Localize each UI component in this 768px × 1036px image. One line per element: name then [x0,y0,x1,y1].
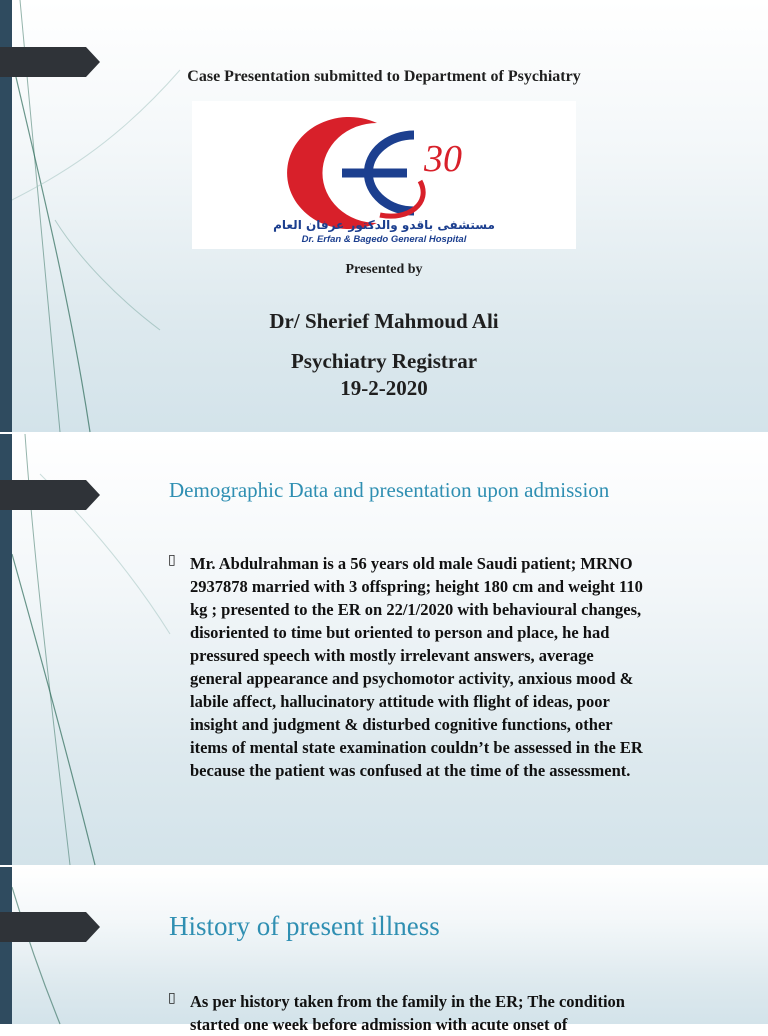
slide-tab-arrow [0,912,100,942]
paragraph-line: kg ; presented to the ER on 22/1/2020 with behavioural changes, [190,600,642,619]
presenter-name: Dr/ Sherief Mahmoud Ali [269,309,499,333]
slide-2 [0,434,768,865]
slide-tab-arrow [0,480,100,510]
paragraph-line: disoriented to time but oriented to person and place, he had [190,623,610,642]
slide-1 [0,0,768,432]
presenter-role: Psychiatry Registrar [290,349,478,373]
slide-heading: Demographic Data and presentation upon admission [169,478,610,502]
logo-number: 30 [424,138,462,180]
bullet-icon: ▯ [168,552,176,568]
slide-heading: History of present illness [169,911,440,941]
presentation-date: 19-2-2020 [340,376,428,400]
paragraph-line: general appearance and psychomotor activity, anxious mood & [190,669,634,688]
presented-by-label: Presented by [345,262,423,277]
paragraph-line: started one week before admission with acute onset of [190,1015,568,1034]
paragraph-line: As per history taken from the family in the ER; The condition [190,992,625,1011]
paragraph-line: 2937878 married with 3 offspring; height 180 cm and weight 110 [190,577,643,596]
paragraph-line: because the patient was confused at the time of the assessment. [190,761,631,780]
slide-3 [0,867,768,1034]
body-paragraph [190,552,725,782]
body-paragraph [190,990,725,1036]
paragraph-line: insight and judgment & disturbed cognitive functions, other [190,715,613,734]
bullet-icon: ▯ [168,990,176,1006]
hospital-logo [192,101,576,249]
sidebar-bar [0,867,12,1024]
paragraph-line: items of mental state examination couldn’t be assessed in the ER [190,738,643,757]
paragraph-line: pressured speech with mostly irrelevant answers, average [190,646,594,665]
paragraph-line: labile affect, hallucinatory attitude with flight of ideas, poor [190,692,610,711]
slide-title: Case Presentation submitted to Department of Psychiatry [187,68,581,85]
logo-arabic-name: مستشفى باقدو والدكتور عرفان العام [273,218,495,232]
logo-english-name: Dr. Erfan & Bagedo General Hospital [301,234,467,245]
logo-graphic [192,101,576,249]
paragraph-line: Mr. Abdulrahman is a 56 years old male Saudi patient; MRNO [190,554,633,573]
